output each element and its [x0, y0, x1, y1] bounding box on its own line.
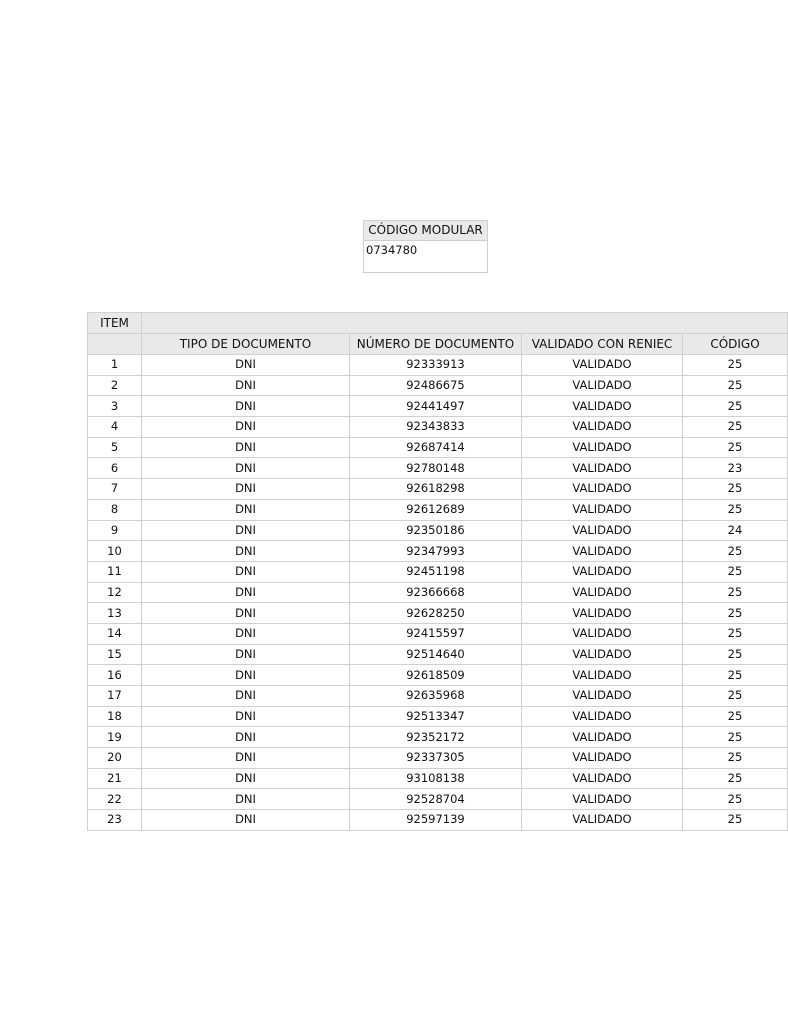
tipo-documento-cell: DNI — [142, 355, 350, 376]
codigo-cell: 25 — [683, 727, 788, 748]
tipo-documento-cell: DNI — [142, 561, 350, 582]
item-number-cell: 7 — [88, 479, 142, 500]
tipo-documento-cell: DNI — [142, 582, 350, 603]
item-number-cell: 5 — [88, 437, 142, 458]
table-row — [88, 810, 788, 831]
table-row — [88, 458, 788, 479]
codigo-modular-box — [363, 220, 488, 273]
item-number-cell: 4 — [88, 417, 142, 438]
item-number-cell: 10 — [88, 541, 142, 562]
numero-documento-cell: 92350186 — [350, 520, 522, 541]
table-row — [88, 623, 788, 644]
header-row-group — [88, 313, 788, 334]
validado-reniec-cell: VALIDADO — [522, 644, 683, 665]
codigo-cell: 25 — [683, 665, 788, 686]
numero-documento-cell: 92352172 — [350, 727, 522, 748]
group-header — [142, 313, 788, 334]
validado-reniec-cell: VALIDADO — [522, 437, 683, 458]
codigo-cell: 25 — [683, 706, 788, 727]
numero-documento-cell: 92366668 — [350, 582, 522, 603]
item-number-cell: 2 — [88, 375, 142, 396]
table-row — [88, 768, 788, 789]
numero-documento-cell: 92513347 — [350, 706, 522, 727]
tipo-documento-cell: DNI — [142, 686, 350, 707]
validado-reniec-cell: VALIDADO — [522, 789, 683, 810]
codigo-cell: 25 — [683, 810, 788, 831]
numero-documento-cell: 92441497 — [350, 396, 522, 417]
numero-documento-cell: 92528704 — [350, 789, 522, 810]
item-number-cell: 21 — [88, 768, 142, 789]
item-number-cell: 12 — [88, 582, 142, 603]
tipo-documento-cell: DNI — [142, 479, 350, 500]
codigo-cell: 25 — [683, 479, 788, 500]
validado-reniec-cell: VALIDADO — [522, 355, 683, 376]
item-number-cell: 3 — [88, 396, 142, 417]
numero-documento-cell: 92628250 — [350, 603, 522, 624]
codigo-cell: 25 — [683, 541, 788, 562]
item-number-cell: 15 — [88, 644, 142, 665]
codigo-cell: 25 — [683, 789, 788, 810]
table-row — [88, 417, 788, 438]
tipo-documento-cell: DNI — [142, 665, 350, 686]
validado-reniec-cell: VALIDADO — [522, 706, 683, 727]
validado-reniec-cell: VALIDADO — [522, 665, 683, 686]
numero-documento-cell: 92635968 — [350, 686, 522, 707]
codigo-cell: 25 — [683, 748, 788, 769]
tipo-documento-cell: DNI — [142, 375, 350, 396]
codigo-cell: 25 — [683, 499, 788, 520]
item-number-cell: 22 — [88, 789, 142, 810]
table-row — [88, 706, 788, 727]
table-row — [88, 355, 788, 376]
item-number-cell: 16 — [88, 665, 142, 686]
codigo-cell: 25 — [683, 644, 788, 665]
tipo-documento-cell: DNI — [142, 437, 350, 458]
codigo-cell: 25 — [683, 623, 788, 644]
tipo-documento-header: TIPO DE DOCUMENTO — [142, 334, 350, 355]
tipo-documento-cell: DNI — [142, 458, 350, 479]
validado-reniec-cell: VALIDADO — [522, 582, 683, 603]
tipo-documento-cell: DNI — [142, 623, 350, 644]
table-row — [88, 582, 788, 603]
tipo-documento-cell: DNI — [142, 396, 350, 417]
codigo-header: CÓDIGO — [683, 334, 788, 355]
codigo-cell: 25 — [683, 686, 788, 707]
codigo-cell: 25 — [683, 355, 788, 376]
item-number-cell: 6 — [88, 458, 142, 479]
header-row-columns — [88, 334, 788, 355]
tipo-documento-cell: DNI — [142, 603, 350, 624]
tipo-documento-cell: DNI — [142, 499, 350, 520]
tipo-documento-cell: DNI — [142, 768, 350, 789]
item-number-cell: 1 — [88, 355, 142, 376]
validado-reniec-cell: VALIDADO — [522, 396, 683, 417]
numero-documento-cell: 93108138 — [350, 768, 522, 789]
numero-documento-header: NÚMERO DE DOCUMENTO — [350, 334, 522, 355]
validado-reniec-cell: VALIDADO — [522, 541, 683, 562]
item-number-cell: 8 — [88, 499, 142, 520]
table-row — [88, 520, 788, 541]
validado-reniec-cell: VALIDADO — [522, 686, 683, 707]
validado-reniec-cell: VALIDADO — [522, 458, 683, 479]
item-number-cell: 9 — [88, 520, 142, 541]
students-table-container — [87, 312, 760, 831]
table-row — [88, 375, 788, 396]
table-row — [88, 437, 788, 458]
table-row — [88, 541, 788, 562]
validado-reniec-cell: VALIDADO — [522, 727, 683, 748]
item-header-spacer — [88, 334, 142, 355]
codigo-cell: 25 — [683, 768, 788, 789]
numero-documento-cell: 92612689 — [350, 499, 522, 520]
students-table — [87, 312, 788, 831]
codigo-cell: 25 — [683, 375, 788, 396]
table-row — [88, 727, 788, 748]
tipo-documento-cell: DNI — [142, 748, 350, 769]
validado-reniec-cell: VALIDADO — [522, 810, 683, 831]
numero-documento-cell: 92451198 — [350, 561, 522, 582]
item-number-cell: 13 — [88, 603, 142, 624]
table-row — [88, 603, 788, 624]
validado-reniec-cell: VALIDADO — [522, 499, 683, 520]
tipo-documento-cell: DNI — [142, 727, 350, 748]
table-row — [88, 499, 788, 520]
table-row — [88, 789, 788, 810]
numero-documento-cell: 92514640 — [350, 644, 522, 665]
numero-documento-cell: 92347993 — [350, 541, 522, 562]
table-row — [88, 748, 788, 769]
validado-reniec-cell: VALIDADO — [522, 479, 683, 500]
item-header: ITEM — [88, 313, 142, 334]
numero-documento-cell: 92618509 — [350, 665, 522, 686]
item-number-cell: 19 — [88, 727, 142, 748]
tipo-documento-cell: DNI — [142, 417, 350, 438]
codigo-modular-label: CÓDIGO MODULAR — [364, 221, 487, 241]
validado-reniec-cell: VALIDADO — [522, 520, 683, 541]
numero-documento-cell: 92343833 — [350, 417, 522, 438]
numero-documento-cell: 92333913 — [350, 355, 522, 376]
table-body — [88, 355, 788, 831]
table-row — [88, 644, 788, 665]
validado-reniec-cell: VALIDADO — [522, 417, 683, 438]
codigo-cell: 25 — [683, 437, 788, 458]
table-row — [88, 396, 788, 417]
codigo-cell: 25 — [683, 396, 788, 417]
validado-reniec-cell: VALIDADO — [522, 561, 683, 582]
item-number-cell: 18 — [88, 706, 142, 727]
table-row — [88, 686, 788, 707]
tipo-documento-cell: DNI — [142, 541, 350, 562]
table-row — [88, 665, 788, 686]
codigo-cell: 25 — [683, 561, 788, 582]
tipo-documento-cell: DNI — [142, 789, 350, 810]
tipo-documento-cell: DNI — [142, 810, 350, 831]
codigo-cell: 23 — [683, 458, 788, 479]
numero-documento-cell: 92687414 — [350, 437, 522, 458]
codigo-cell: 24 — [683, 520, 788, 541]
tipo-documento-cell: DNI — [142, 520, 350, 541]
item-number-cell: 20 — [88, 748, 142, 769]
numero-documento-cell: 92415597 — [350, 623, 522, 644]
validado-reniec-cell: VALIDADO — [522, 768, 683, 789]
validado-reniec-cell: VALIDADO — [522, 748, 683, 769]
item-number-cell: 11 — [88, 561, 142, 582]
item-number-cell: 14 — [88, 623, 142, 644]
validado-reniec-header: VALIDADO CON RENIEC — [522, 334, 683, 355]
validado-reniec-cell: VALIDADO — [522, 623, 683, 644]
validado-reniec-cell: VALIDADO — [522, 375, 683, 396]
numero-documento-cell: 92780148 — [350, 458, 522, 479]
codigo-cell: 25 — [683, 582, 788, 603]
validado-reniec-cell: VALIDADO — [522, 603, 683, 624]
item-number-cell: 17 — [88, 686, 142, 707]
table-row — [88, 561, 788, 582]
codigo-cell: 25 — [683, 603, 788, 624]
tipo-documento-cell: DNI — [142, 644, 350, 665]
numero-documento-cell: 92486675 — [350, 375, 522, 396]
numero-documento-cell: 92618298 — [350, 479, 522, 500]
numero-documento-cell: 92337305 — [350, 748, 522, 769]
numero-documento-cell: 92597139 — [350, 810, 522, 831]
tipo-documento-cell: DNI — [142, 706, 350, 727]
codigo-modular-value: 0734780 — [366, 243, 418, 257]
codigo-cell: 25 — [683, 417, 788, 438]
item-number-cell: 23 — [88, 810, 142, 831]
table-row — [88, 479, 788, 500]
